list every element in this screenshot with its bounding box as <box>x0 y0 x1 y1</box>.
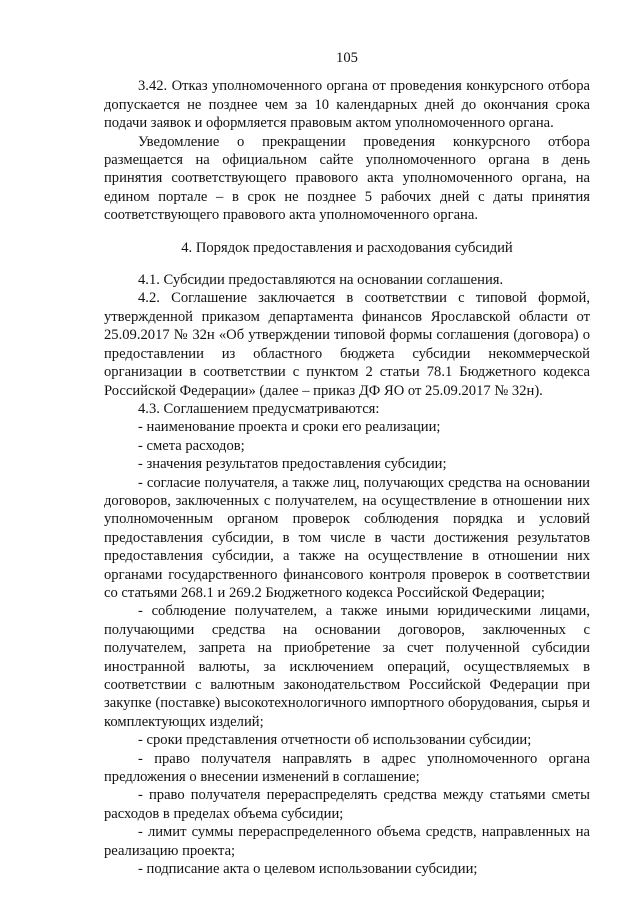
list-item: - подписание акта о целевом использовании субсидии; <box>138 861 478 878</box>
section-title: 4. Порядок предоставления и расходования субсидий <box>181 239 513 256</box>
list-item: - смета расходов; <box>138 437 245 454</box>
list-item: - соблюдение получателем, а также иными юридическими лицами, получающими средства на основании договоров, заключенных с получателем, запрета на приобретение за счет полученной субсидии иностранной валюты, за исключением операций, осуществляемых в соответствии с валютным законодательством Российской Федерации при закупке (поставке) высокотехнологичного импортного оборудования, сырья и комплектующих изделий; <box>104 603 590 730</box>
list-item: - право получателя перераспределять средства между статьями сметы расходов в пределах объема субсидии; <box>104 787 590 822</box>
paragraph-4-2: 4.2. Соглашение заключается в соответствии с типовой формой, утвержденной приказом департамента финансов Ярославской области от 25.09.2017 № 32н «Об утверждении типовой формы соглашения (договора) о предоставлении из областного бюджета субсидии некоммерческой организации в соответствии с пунктом 2 статьи 78.1 Бюджетного кодекса Российской Федерации» (далее – приказ ДФ ЯО от 25.09.2017 № 32н). <box>104 290 590 399</box>
paragraph-4-3: 4.3. Соглашением предусматриваются: <box>138 400 380 417</box>
list-item: - наименование проекта и сроки его реализации; <box>138 419 441 436</box>
list-item: - право получателя направлять в адрес уполномоченного органа предложения о внесении изменений в соглашение; <box>104 750 590 786</box>
paragraph-4-1: 4.1. Субсидии предоставляются на основании соглашения. <box>138 272 504 289</box>
list-item: - сроки представления отчетности об использовании субсидии; <box>138 732 532 749</box>
list-item: - согласие получателя, а также лиц, получающих средства на основании договоров, заключенных с получателем, на осуществление в отношении них уполномоченным органом проверок соблюдения порядка и условий предоставления субсидии, в том числе в части достижения результатов предоставления субсидии, а также на осуществление в отношении них органами государственного финансового контроля проверок в соответствии со статьями 268.1 и 269.2 Бюджетного кодекса Российской Федерации; <box>104 474 590 601</box>
paragraph-notification: Уведомление о прекращении проведения конкурсного отбора размещается на официальном сайте уполномоченного органа в день принятия соответствующего правового акта уполномоченного органа, на едином портале – в срок не позднее 5 рабочих дней с даты принятия соответствующего правового акта уполномоченного органа. <box>104 133 590 224</box>
list-item: - лимит суммы перераспределенного объема средств, направленных на реализацию проекта; <box>104 824 590 859</box>
list-item: - значения результатов предоставления субсидии; <box>138 456 447 473</box>
page-number: 105 <box>336 50 358 66</box>
paragraph-3-42: 3.42. Отказ уполномоченного органа от проведения конкурсного отбора допускается не позднее чем за 10 календарных дней до окончания срока подачи заявок и оформляется правовым актом уполномоченного органа. <box>104 78 590 132</box>
